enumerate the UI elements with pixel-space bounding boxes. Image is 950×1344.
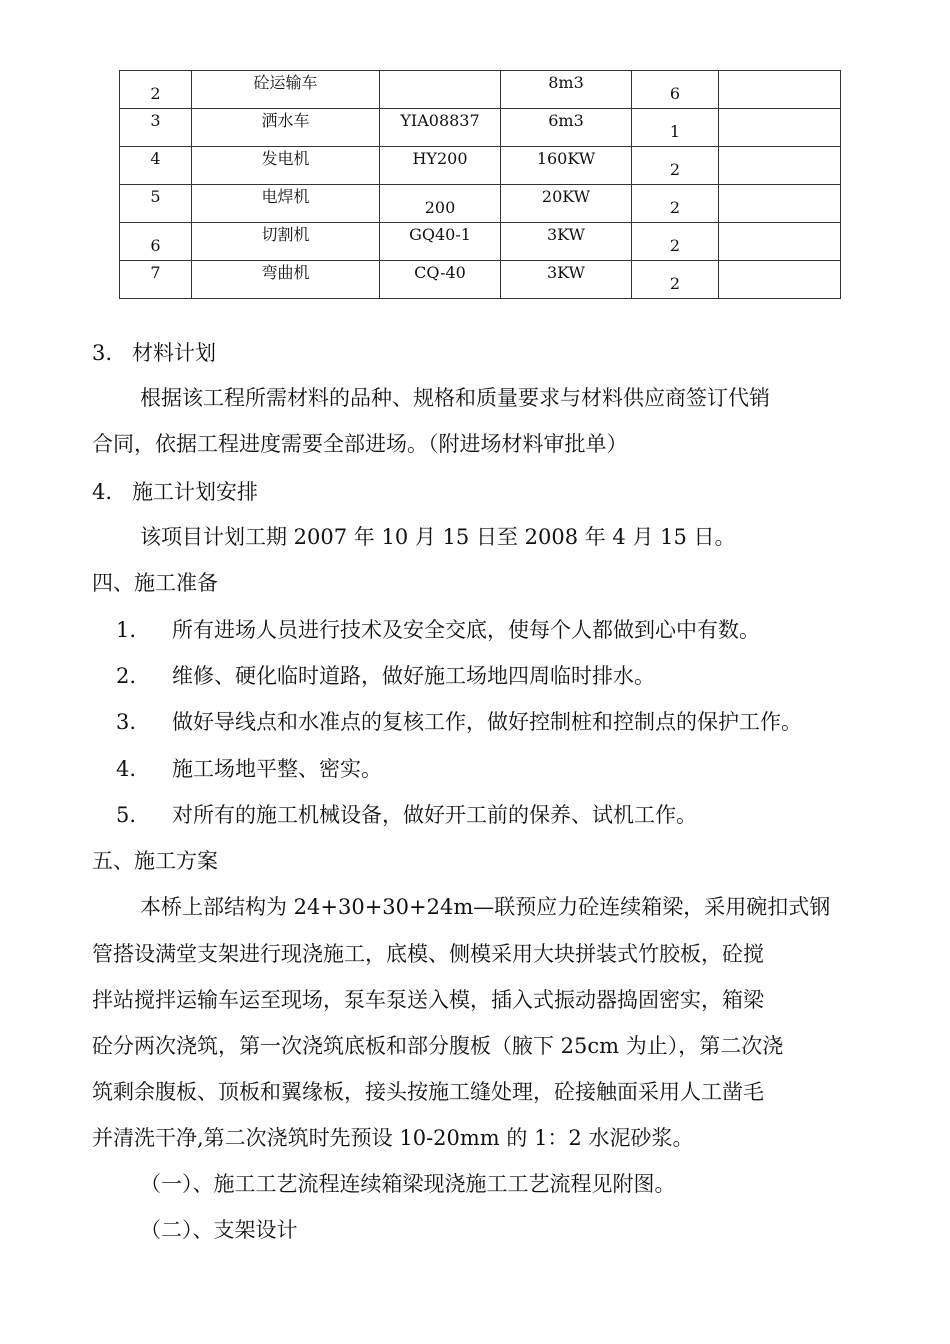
cell-name: 弯曲机 — [192, 261, 380, 299]
cell-spec: 8m3 — [501, 71, 632, 109]
heading-text: 材料计划 — [132, 341, 216, 365]
item-text: 做好导线点和水准点的复核工作，做好控制桩和控制点的保护工作。 — [172, 710, 802, 734]
item-number: 2. — [116, 664, 137, 688]
cell-spec: 3KW — [501, 261, 632, 299]
schedule-body: 该项目计划工期 2007 年 10 月 15 日至 2008 年 4 月 15 日。 — [140, 525, 736, 549]
material-plan-body-line: 根据该工程所需材料的品种、规格和质量要求与材料供应商签订代销 — [140, 386, 770, 410]
equipment-table — [119, 70, 841, 299]
item-number: 5. — [116, 803, 137, 827]
item-number: 4. — [116, 757, 137, 781]
heading-number: 3. — [92, 341, 113, 365]
cell-model: CQ-40 — [380, 261, 501, 299]
cell-model: 200 — [380, 185, 501, 223]
cell-model — [380, 71, 501, 109]
cell-name: 洒水车 — [192, 109, 380, 147]
cell-note — [719, 71, 841, 109]
item-text: 维修、硬化临时道路，做好施工场地四周临时排水。 — [172, 664, 655, 688]
item-text: 所有进场人员进行技术及安全交底，使每个人都做到心中有数。 — [172, 618, 760, 642]
cell-spec: 20KW — [501, 185, 632, 223]
cell-qty: 1 — [632, 109, 719, 147]
cell-note — [719, 185, 841, 223]
cell-no: 6 — [120, 223, 192, 261]
cell-name: 电焊机 — [192, 185, 380, 223]
item-text: 施工场地平整、密实。 — [172, 757, 382, 781]
table-row — [120, 223, 841, 261]
cell-spec: 6m3 — [501, 109, 632, 147]
cell-no: 7 — [120, 261, 192, 299]
table-row — [120, 261, 841, 299]
cell-no: 2 — [120, 71, 192, 109]
cell-no: 5 — [120, 185, 192, 223]
cell-model: GQ40-1 — [380, 223, 501, 261]
table-row — [120, 185, 841, 223]
plan-body-line: 并清洗干净,第二次浇筑时先预设 10-20mm 的 1：2 水泥砂浆。 — [92, 1126, 694, 1150]
heading-number: 4. — [92, 480, 113, 504]
cell-qty: 2 — [632, 185, 719, 223]
schedule-heading — [92, 478, 258, 506]
plan-body-line: 砼分两次浇筑，第一次浇筑底板和部分腹板（腋下 25cm 为止），第二次浇 — [92, 1034, 784, 1058]
cell-qty: 2 — [632, 261, 719, 299]
cell-note — [719, 109, 841, 147]
table-row — [120, 109, 841, 147]
cell-spec: 160KW — [501, 147, 632, 185]
cell-qty: 2 — [632, 223, 719, 261]
plan-body-line: 本桥上部结构为 24+30+30+24m—联预应力砼连续箱梁，采用碗扣式钢 — [140, 895, 831, 919]
preparation-item — [116, 708, 802, 736]
cell-model: YIA08837 — [380, 109, 501, 147]
plan-subheading: （一）、施工工艺流程连续箱梁现浇施工工艺流程见附图。 — [140, 1172, 676, 1196]
preparation-item — [116, 801, 697, 829]
plan-subheading: （二）、支架设计 — [140, 1218, 298, 1242]
preparation-item — [116, 755, 382, 783]
cell-note — [719, 147, 841, 185]
cell-note — [719, 223, 841, 261]
cell-qty: 6 — [632, 71, 719, 109]
preparation-item — [116, 616, 760, 644]
preparation-heading: 四、施工准备 — [92, 571, 218, 595]
item-number: 1. — [116, 618, 137, 642]
material-plan-body-line: 合同，依据工程进度需要全部进场。（附进场材料审批单） — [92, 432, 628, 456]
heading-text: 施工计划安排 — [132, 480, 258, 504]
cell-spec: 3KW — [501, 223, 632, 261]
cell-no: 3 — [120, 109, 192, 147]
cell-name: 发电机 — [192, 147, 380, 185]
table-row — [120, 147, 841, 185]
plan-body-line: 管搭设满堂支架进行现浇施工，底模、侧模采用大块拼装式竹胶板，砼搅 — [92, 942, 764, 966]
item-number: 3. — [116, 710, 137, 734]
plan-body-line: 拌站搅拌运输车运至现场，泵车泵送入模，插入式振动器捣固密实，箱梁 — [92, 988, 764, 1012]
material-plan-heading — [92, 339, 216, 367]
cell-note — [719, 261, 841, 299]
cell-no: 4 — [120, 147, 192, 185]
cell-model: HY200 — [380, 147, 501, 185]
cell-name: 砼运输车 — [192, 71, 380, 109]
plan-body-line: 筑剩余腹板、顶板和翼缘板，接头按施工缝处理，砼接触面采用人工凿毛 — [92, 1080, 764, 1104]
cell-name: 切割机 — [192, 223, 380, 261]
preparation-item — [116, 662, 655, 690]
plan-heading: 五、施工方案 — [92, 849, 218, 873]
table-row — [120, 71, 841, 109]
item-text: 对所有的施工机械设备，做好开工前的保养、试机工作。 — [172, 803, 697, 827]
cell-qty: 2 — [632, 147, 719, 185]
